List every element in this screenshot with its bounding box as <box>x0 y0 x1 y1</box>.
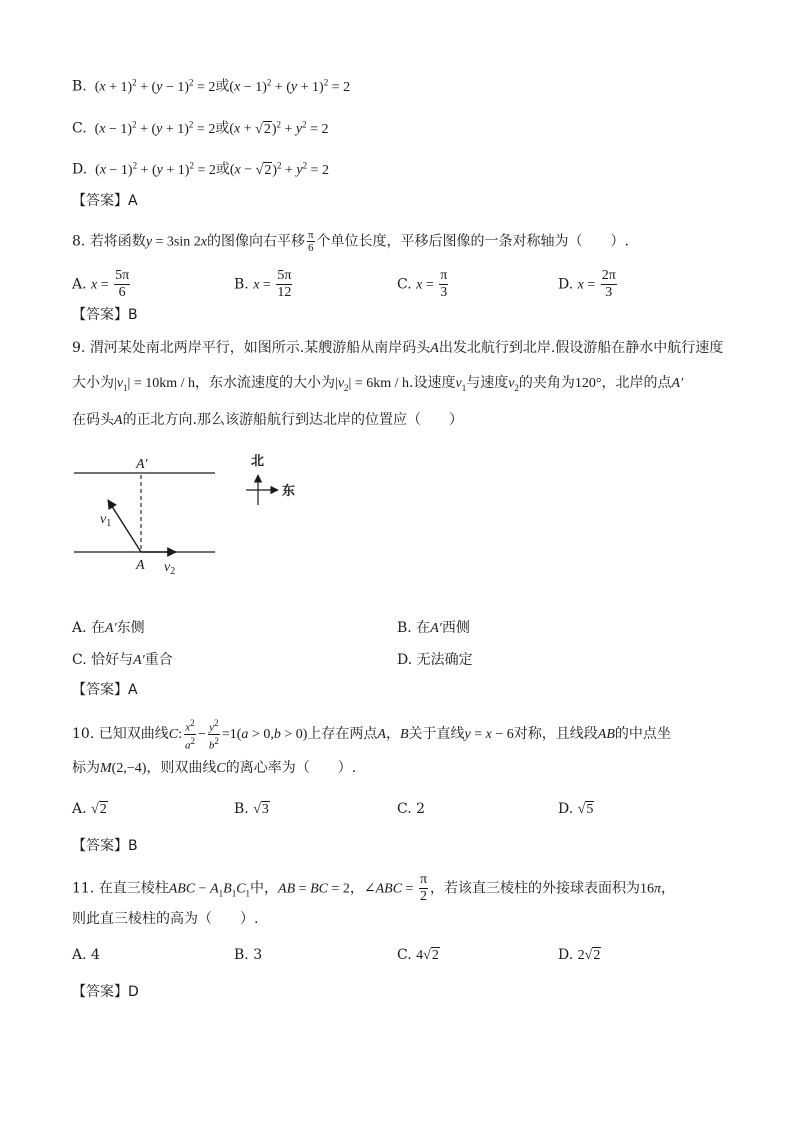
q10-option-c: C. 2 <box>397 801 426 817</box>
q10-answer: 【答案】B <box>72 838 138 854</box>
q9-option-a: A. 在A′东侧 <box>72 620 145 636</box>
label-v2: $v_2$ <box>164 560 176 577</box>
q8-option-d: D. x = $\frac{2\pi}{3}$ <box>558 268 616 300</box>
q10-stem-line1: 10. 已知双曲线C: $\frac{x^2}{a^2}$ − $\frac{y^2}{b^2}$ =1(a > 0,b > 0)上存在两点A，B关于直线y = x − 6对称，且线段AB的中点坐 <box>72 718 671 752</box>
q8-option-b: B. x = $\frac{5\pi}{12}$ <box>234 268 292 300</box>
q7-option-c: C. $(x - 1)^2 + (y + 1)^2 = 2$或$(x + √2)^2 + y^2 = 2$ <box>72 119 329 137</box>
compass-north-label: 北 <box>251 454 265 469</box>
q11-answer: 【答案】D <box>72 984 139 1000</box>
q10-stem-line2: 标为M(2,−4)，则双曲线C的离心率为（ ）. <box>72 760 357 776</box>
q11-option-a: A. 4 <box>72 947 100 963</box>
q9-option-d: D. 无法确定 <box>397 652 473 668</box>
q10-option-b: B. √3 <box>234 801 269 817</box>
label-a: A <box>136 558 145 573</box>
q7-answer: 【答案】A <box>72 193 138 209</box>
q10-option-a: A. √2 <box>72 801 107 817</box>
q7-option-b: B. $(x + 1)^2 + (y - 1)^2 = 2$或$(x - 1)^2 + (y + 1)^2 = 2$ <box>72 77 351 95</box>
q9-option-b: B. 在A′西侧 <box>397 620 470 636</box>
q9-stem-line1: 9. 渭河某处南北两岸平行，如图所示.某艘游船从南岸码头A出发北航行到北岸.假设游船在静水中航行速度 <box>72 340 724 356</box>
q9-option-c: C. 恰好与A′重合 <box>72 652 173 668</box>
label-v1: $v_1$ <box>100 512 112 529</box>
q9-answer: 【答案】A <box>72 682 138 698</box>
q9-stem-line3: 在码头A的正北方向.那么该游船航行到达北岸的位置应（ ） <box>72 412 464 428</box>
q9-river-figure <box>60 445 320 580</box>
q11-option-d: D. 2√2 <box>558 947 601 963</box>
q7-option-d: D. $(x - 1)^2 + (y + 1)^2 = 2$或$(x - √2)^2 + y^2 = 2$ <box>72 160 330 178</box>
q8-stem: 8. 若将函数y = 3sin 2x的图像向右平移 $\frac{\pi}{6}$ 个单位长度，平移后图像的一条对称轴为（ ）. <box>72 229 629 254</box>
q11-option-c: C. 4√2 <box>397 947 439 963</box>
q11-option-b: B. 3 <box>234 947 263 963</box>
v1-arrow <box>108 500 141 552</box>
q10-option-d: D. √5 <box>558 801 594 817</box>
q11-stem-line2: 则此直三棱柱的高为（ ）. <box>72 911 259 927</box>
q8-answer: 【答案】B <box>72 307 138 323</box>
label-a-prime: A′ <box>136 457 148 472</box>
q11-stem-line1: 11. 在直三棱柱ABC − $A_1B_1C_1$中，AB = BC = 2，∠ABC = $\frac{\pi}{2}$ ，若该直三棱柱的外接球表面积为16π， <box>72 872 676 904</box>
q8-option-a: A. x = $\frac{5\pi}{6}$ <box>72 268 130 300</box>
q9-stem-line2: 大小为$|v_1| = 10km / h$，东水流速度的大小为$|v_2| = 6km / h$.设速度$v_1$与速度$v_2$的夹角为120°，北岸的点A′ <box>72 375 684 393</box>
q8-option-c: C. x = $\frac{\pi}{3}$ <box>397 268 448 300</box>
compass-east-label: 东 <box>282 484 296 499</box>
